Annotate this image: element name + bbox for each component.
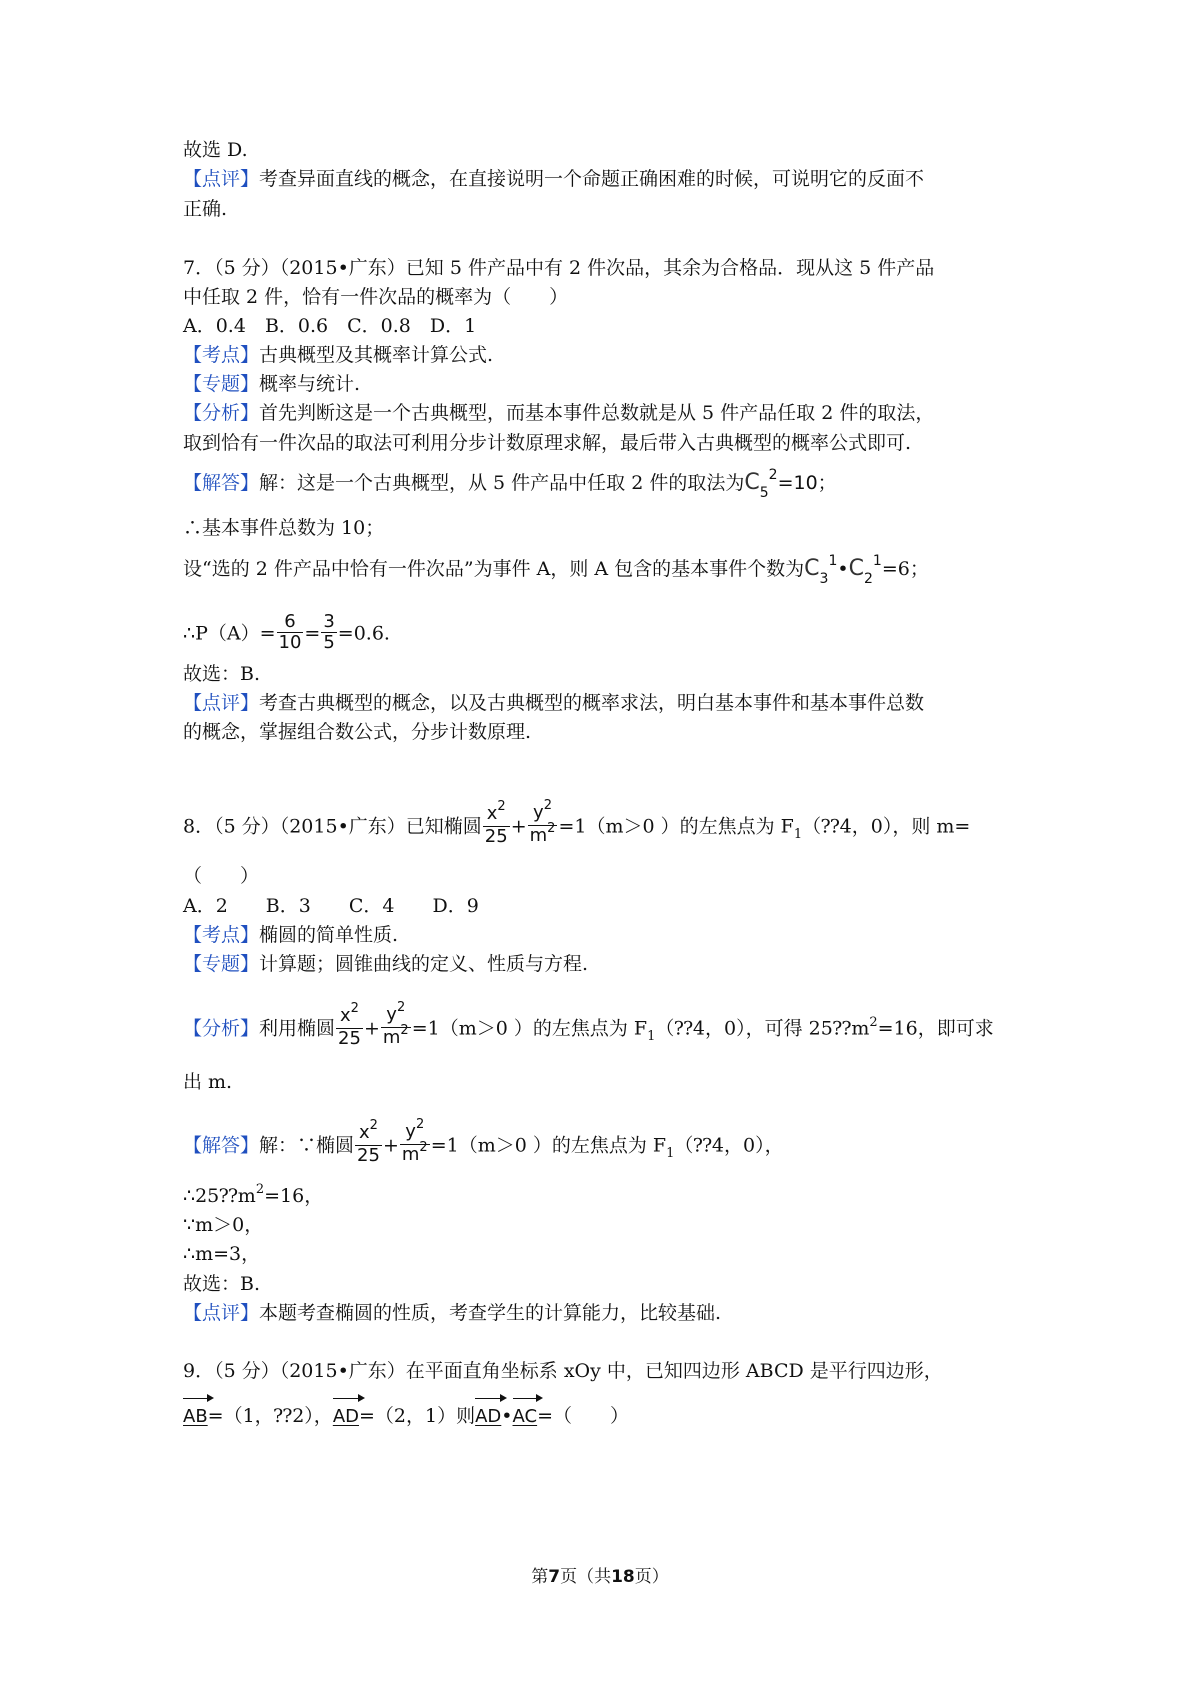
fraction: $\frac{y^2}{m^2}$	[401, 1117, 428, 1165]
q8-jieda-line3: ∵m＞0，	[183, 1214, 264, 1236]
question-7-title: 7．（5 分）（2015•广东）已知 5 件产品中有 2 件次品，其余为合格品．现从这 5 件产品	[183, 257, 935, 279]
question-8-options: A．2 B．3 C．4 D．9	[183, 895, 479, 917]
q8-zhuanti: 【专题】计算题；圆锥曲线的定义、性质与方程.	[183, 953, 589, 975]
fraction: $\frac{y^2}{m^2}$	[529, 798, 556, 846]
question-9-title: 9．（5 分）（2015•广东）在平面直角坐标系 xOy 中，已知四边形 ABCD 是平行四边形，	[183, 1360, 943, 1382]
text-line: 正确.	[183, 198, 228, 220]
question-9-vectors: AB=（1，⁇2），AD=（2，1）则AD•AC=（ ）	[183, 1403, 629, 1431]
q7-fenxi: 【分析】首先判断这是一个古典概型，而基本事件总数就是从 5 件产品任取 2 件的取法，	[183, 402, 935, 424]
total-pages: 18	[611, 1567, 635, 1587]
vector-ab: AB	[183, 1404, 208, 1430]
fraction: $\frac{y^2}{m^2}$	[382, 1000, 409, 1048]
fraction: $\frac{x^2}{25}$	[484, 799, 508, 847]
vector-ac: AC	[513, 1404, 538, 1430]
combination-formula: $C_5^2$	[744, 467, 778, 501]
q7-zhuanti: 【专题】概率与统计.	[183, 373, 361, 395]
q8-kaodian: 【考点】椭圆的简单性质.	[183, 924, 399, 946]
page-number: 7	[548, 1567, 561, 1587]
q7-dianping: 【点评】考查古典概型的概念，以及古典概型的概率求法，明白基本事件和基本事件总数	[183, 692, 925, 714]
question-8-paren: （ ）	[183, 865, 260, 887]
q7-guxuan: 故选：B.	[183, 663, 261, 685]
question-7-options: A．0.4 B．0.6 C．0.8 D．1	[183, 315, 477, 337]
q7-fenxi-cont: 取到恰有一件次品的取法可利用分步计数原理求解，最后带入古典概型的概率公式即可.	[183, 432, 912, 454]
q8-fenxi-cont: 出 m.	[183, 1071, 233, 1093]
q8-guxuan: 故选：B.	[183, 1273, 261, 1295]
fraction: $\frac{6}{10}$	[278, 611, 302, 653]
q8-jieda-line2: $\therefore 25⁇m^2=16$，	[183, 1182, 324, 1207]
combination-formula: $C_3^1$	[804, 553, 838, 587]
q7-jieda: 【解答】解：这是一个古典概型，从 5 件产品中任取 2 件的取法为$C_5^2=10$；	[183, 467, 837, 501]
q7-dianping-cont: 的概念，掌握组合数公式，分步计数原理.	[183, 721, 532, 743]
comment-line: 【点评】考查异面直线的概念，在直接说明一个命题正确困难的时候，可说明它的反面不	[183, 168, 925, 190]
q7-jieda-line3: 设“选的 2 件产品中恰有一件次品”为事件 A，则 A 包含的基本事件个数为$C_3^1•C_2^1=6$；	[183, 553, 929, 587]
q7-kaodian: 【考点】古典概型及其概率计算公式.	[183, 344, 494, 366]
q7-jieda-line2: ∴基本事件总数为 10；	[183, 517, 385, 539]
fraction: $\frac{x^2}{25}$	[338, 1001, 361, 1049]
vector-ad: AD	[333, 1404, 359, 1430]
fraction: $\frac{3}{5}$	[323, 611, 335, 653]
q8-dianping: 【点评】本题考查椭圆的性质，考查学生的计算能力，比较基础.	[183, 1302, 722, 1324]
comment-tag: 【点评】	[183, 168, 260, 190]
question-8-title: 8．（5 分）（2015•广东）已知椭圆 $\frac{x^2}{25}$ + $\frac{y^2}{m^2}$ =1（m＞0 ）的左焦点为 $F_1(⁇4$，0），则 m=	[183, 798, 971, 847]
q8-jieda: 【解答】解：∵椭圆 $\frac{x^2}{25}$ + $\frac{y^2}{m^2}$ =1（m＞0 ）的左焦点为 $F_1(⁇4$，0），	[183, 1117, 784, 1166]
text-line: 故选 D.	[183, 139, 248, 161]
question-7-title-cont: 中任取 2 件，恰有一件次品的概率为（ ）	[183, 286, 569, 308]
vector-ad: AD	[475, 1404, 501, 1430]
q7-jieda-line4: ∴P（A）= $\frac{6}{10}$ = $\frac{3}{5}$ =0.6.	[183, 611, 390, 653]
fraction: $\frac{x^2}{25}$	[357, 1118, 380, 1166]
page-footer: 第7页（共18页）	[531, 1567, 669, 1587]
combination-formula: $C_2^1$	[848, 553, 882, 587]
q8-fenxi: 【分析】利用椭圆 $\frac{x^2}{25}$ + $\frac{y^2}{m^2}$ =1（m＞0 ）的左焦点为 $F_1(⁇4$，0），可得 $25⁇m^2=16$，即可求	[183, 1000, 994, 1049]
q8-jieda-line4: ∴m=3，	[183, 1243, 261, 1265]
